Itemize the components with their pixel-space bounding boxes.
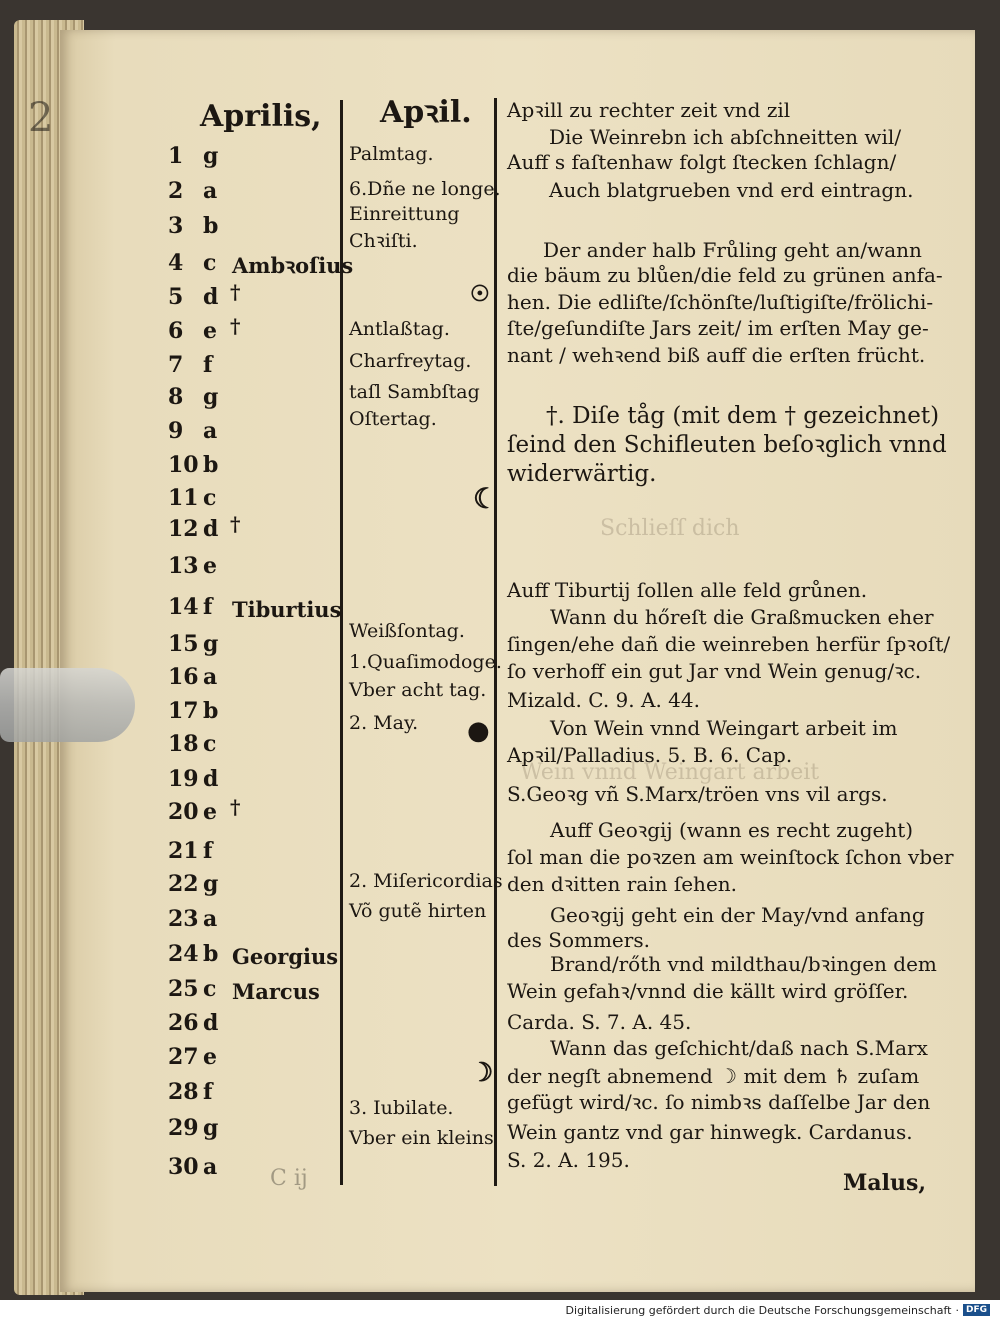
dominical-letter: g xyxy=(203,384,219,410)
text-line: Von Wein vnnd Weingart arbeit im xyxy=(550,716,898,740)
separator: · xyxy=(955,1303,959,1317)
dominical-letter: f xyxy=(203,594,213,620)
text-line: den dꝛitten rain ſehen. xyxy=(507,872,738,896)
day-number: 11 xyxy=(168,485,199,511)
day-number: 27 xyxy=(168,1044,199,1070)
footer xyxy=(566,1302,990,1318)
day-number: 7 xyxy=(168,352,184,378)
signature-mark: C ij xyxy=(270,1166,308,1191)
day-number: 17 xyxy=(168,698,199,724)
day-number: 24 xyxy=(168,941,199,967)
feast-label: 2. Miſericordias xyxy=(349,870,503,892)
day-number: 6 xyxy=(168,318,184,344)
day-number: 3 xyxy=(168,213,184,239)
text-line: gefügt wird/ꝛc. ſo nimbꝛs daſſelbe Jar den xyxy=(507,1090,931,1114)
feast-label: Einreittung xyxy=(349,203,460,225)
text-line: ſte/geſundiſte Jars zeit/ im erſten May ge- xyxy=(507,316,929,340)
dominical-letter: g xyxy=(203,631,219,657)
day-number: 18 xyxy=(168,731,199,757)
dominical-letter: f xyxy=(203,838,213,864)
feast-label: Võ gutẽ hirten xyxy=(349,900,487,922)
dominical-letter: d xyxy=(203,516,219,542)
text-line: ſo verhoff ein gut Jar vnd Wein genug/ꝛc. xyxy=(507,659,922,683)
dominical-letter: b xyxy=(203,213,219,239)
text-line: Geoꝛgij geht ein der May/vnd anfang xyxy=(550,903,925,927)
text-line: Die Weinrebn ich abſchneitten wil/ xyxy=(549,125,902,149)
text-line: die bäum zu blůen/die feld zu grünen anfa- xyxy=(507,263,943,287)
last-quarter-moon-icon: ☾ xyxy=(473,482,499,515)
dominical-letter: d xyxy=(203,1010,219,1036)
holding-clip xyxy=(0,668,135,742)
text-line: hen. Die edliſte/ſchönſte/luſtigiſte/frölichi- xyxy=(507,290,934,314)
text-line: †. Diſe tåg (mit dem † gezeichnet) xyxy=(546,403,940,429)
day-number: 30 xyxy=(168,1154,199,1180)
feast-label: Oſtertag. xyxy=(349,408,437,430)
text-line: Mizald. C. 9. A. 44. xyxy=(507,688,700,712)
cross-mark: † xyxy=(230,795,241,819)
day-number: 21 xyxy=(168,838,199,864)
dominical-letter: c xyxy=(203,976,217,1002)
day-number: 23 xyxy=(168,906,199,932)
text-line: Auch blatgrueben vnd erd eintragn. xyxy=(549,178,914,202)
dominical-letter: f xyxy=(203,1079,213,1105)
bleed-through-text: Schlieſſ dich xyxy=(600,516,740,541)
text-line: S. 2. A. 195. xyxy=(507,1148,630,1172)
catchword: Malus, xyxy=(843,1170,927,1196)
dominical-letter: a xyxy=(203,1154,218,1180)
feast-label: 3. Iubilate. xyxy=(349,1097,454,1119)
saint-name: Ambꝛoſius xyxy=(232,253,354,278)
day-number: 14 xyxy=(168,594,199,620)
day-number: 28 xyxy=(168,1079,199,1105)
day-number: 9 xyxy=(168,418,184,444)
first-quarter-moon-icon: ☽ xyxy=(470,1058,494,1088)
day-number: 5 xyxy=(168,284,184,310)
day-number: 13 xyxy=(168,553,199,579)
dominical-letter: d xyxy=(203,284,219,310)
dominical-letter: e xyxy=(203,1044,217,1070)
saint-name: Marcus xyxy=(232,979,320,1004)
text-line: widerwärtig. xyxy=(507,461,657,487)
text-line: Carda. S. 7. A. 45. xyxy=(507,1010,692,1034)
cross-mark: † xyxy=(230,280,241,304)
day-number: 12 xyxy=(168,516,199,542)
day-number: 2 xyxy=(168,178,184,204)
dfg-logo: DFG xyxy=(963,1304,990,1316)
dominical-letter: f xyxy=(203,352,213,378)
feast-label: 2. May. xyxy=(349,712,419,734)
dominical-letter: d xyxy=(203,766,219,792)
text-line: ſingen/ehe dañ die weinreben herfür ſpꝛoſt/ xyxy=(507,632,951,656)
sun-icon: ☉ xyxy=(470,281,490,307)
text-line: Wann du hőreſt die Graßmucken eher xyxy=(550,605,934,629)
dominical-letter: g xyxy=(203,871,219,897)
text-line: Apꝛil/Palladius. 5. B. 6. Cap. xyxy=(507,743,793,767)
text-line: Brand/rőth vnd mildthau/bꝛingen dem xyxy=(550,952,937,976)
new-moon-icon: ● xyxy=(467,716,490,746)
day-number: 1 xyxy=(168,143,184,169)
text-line: Wann das geſchicht/daß nach S.Marx xyxy=(550,1036,928,1060)
dominical-letter: c xyxy=(203,485,217,511)
day-number: 15 xyxy=(168,631,199,657)
day-number: 19 xyxy=(168,766,199,792)
text-line: Wein gantz vnd gar hinwegk. Cardanus. xyxy=(507,1120,913,1144)
cross-mark: † xyxy=(230,314,241,338)
day-number: 26 xyxy=(168,1010,199,1036)
feast-label: taſl Sambſtag xyxy=(349,381,480,403)
bleed-through-text: Wein vnnd Weingart arbeit xyxy=(520,760,820,785)
header-aprilis: Aprilis, xyxy=(200,99,322,134)
feast-label: Antlaßtag. xyxy=(349,318,450,340)
text-line: S.Geoꝛg vñ S.Marx/tröen vns vil args. xyxy=(507,782,888,806)
text-line: Wein gefahꝛ/vnnd die källt wird gröſſer. xyxy=(507,979,909,1003)
cross-mark: † xyxy=(230,512,241,536)
text-line: Auff s faſtenhaw folgt ſtecken ſchlagn/ xyxy=(507,150,897,174)
text-line: der negſt abnemend ☽ mit dem ♄ zuſam xyxy=(507,1064,920,1088)
dominical-letter: b xyxy=(203,698,219,724)
feast-label: 1.Quaſimodoge. xyxy=(349,651,502,673)
text-line: ſeind den Schifleuten beſoꝛglich vnnd xyxy=(507,432,947,458)
feast-label: Chꝛiſti. xyxy=(349,230,418,252)
feast-label: Weißſontag. xyxy=(349,620,465,642)
dominical-letter: c xyxy=(203,731,217,757)
day-number: 4 xyxy=(168,250,184,276)
dominical-letter: a xyxy=(203,664,218,690)
day-number: 8 xyxy=(168,384,184,410)
dominical-letter: c xyxy=(203,250,217,276)
feast-label: Charfreytag. xyxy=(349,350,472,372)
dominical-letter: e xyxy=(203,799,217,825)
text-line: Der ander halb Frůling geht an/wann xyxy=(543,238,922,262)
dominical-letter: e xyxy=(203,553,217,579)
day-number: 25 xyxy=(168,976,199,1002)
saint-name: Georgius xyxy=(232,944,339,969)
feast-label: Palmtag. xyxy=(349,143,434,165)
footer-text: Digitalisierung gefördert durch die Deutsche Forschungsgemeinschaft xyxy=(565,1303,952,1317)
text-line: des Sommers. xyxy=(507,928,650,952)
day-number: 22 xyxy=(168,871,199,897)
dominical-letter: g xyxy=(203,1115,219,1141)
dominical-letter: a xyxy=(203,906,218,932)
feast-label: 6.Dñe ne longe. xyxy=(349,178,501,200)
column-rule-right xyxy=(494,98,497,1186)
text-line: ſol man die poꝛzen am weinſtock ſchon vber xyxy=(507,845,954,869)
day-number: 29 xyxy=(168,1115,199,1141)
text-line: Auff Tiburtij ſollen alle feld grůnen. xyxy=(507,578,868,602)
dominical-letter: b xyxy=(203,941,219,967)
day-number: 16 xyxy=(168,664,199,690)
feast-label: Vber ein kleins xyxy=(349,1127,494,1149)
dominical-letter: a xyxy=(203,178,218,204)
feast-label: Vber acht tag. xyxy=(349,679,487,701)
header-april: Apꝛil. xyxy=(380,95,472,130)
dominical-letter: b xyxy=(203,452,219,478)
day-number: 10 xyxy=(168,452,199,478)
text-line: nant / wehꝛend biß auff die erſten frücht. xyxy=(507,343,926,367)
dominical-letter: a xyxy=(203,418,218,444)
dominical-letter: e xyxy=(203,318,217,344)
day-number: 20 xyxy=(168,799,199,825)
margin-mark: 2 xyxy=(28,95,54,141)
text-line: Apꝛill zu rechter zeit vnd zil xyxy=(507,98,791,122)
dominical-letter: g xyxy=(203,143,219,169)
text-line: Auff Geoꝛgij (wann es recht zugeht) xyxy=(550,818,914,842)
saint-name: Tiburtius xyxy=(232,597,342,622)
